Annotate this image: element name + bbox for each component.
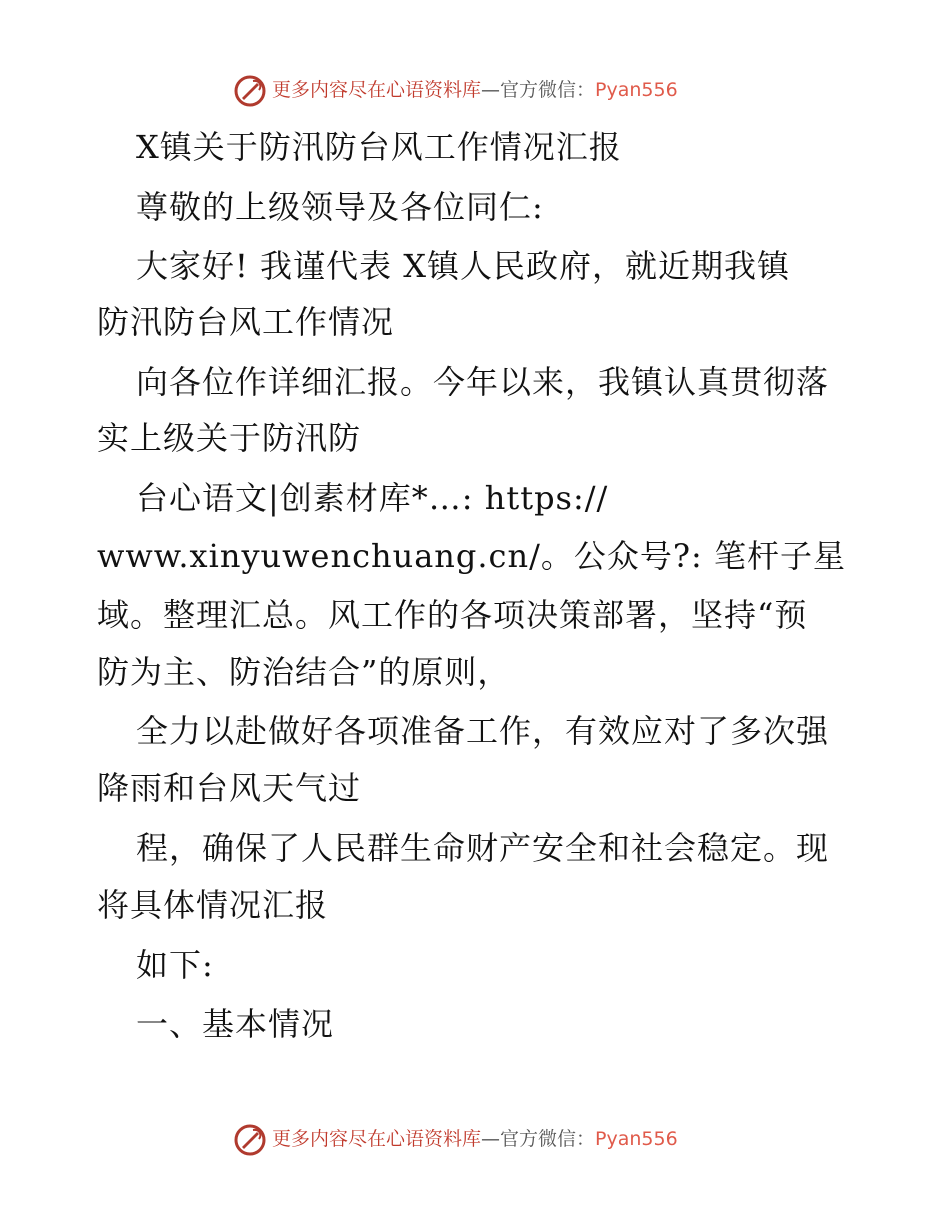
footer-banner <box>0 1121 950 1161</box>
paragraph-line: 防汛防台风工作情况 <box>97 303 395 341</box>
banner-dash: — <box>481 1128 501 1150</box>
paragraph-line: 大家好! 我谨代表 X镇人民政府，就近期我镇 <box>136 247 790 285</box>
banner-sub-text: 官方微信： <box>500 79 596 101</box>
paragraph-line: 降雨和台风天气过 <box>97 769 362 807</box>
banner-text <box>272 78 678 102</box>
paragraph-line: 全力以赴做好各项准备工作，有效应对了多次强 <box>136 712 830 750</box>
quill-logo-icon <box>233 1123 267 1157</box>
banner-dash: — <box>481 79 501 101</box>
paragraph-line: 防为主、防治结合”的原则， <box>97 653 511 691</box>
paragraph-line: 程，确保了人民群生命财产安全和社会稳定。现 <box>136 829 830 867</box>
salutation: 尊敬的上级领导及各位同仁: <box>136 188 544 226</box>
paragraph-line: 向各位作详细汇报。今年以来，我镇认真贯彻落 <box>136 363 830 401</box>
section-heading: 一、基本情况 <box>136 1005 335 1043</box>
paragraph-line: www.xinyuwenchuang.cn/。公众号?: 笔杆子星 <box>97 537 846 575</box>
quill-logo-icon <box>233 74 267 108</box>
paragraph-line: 域。整理汇总。风工作的各项决策部署，坚持“预 <box>97 596 808 634</box>
paragraph-line: 实上级关于防汛防 <box>97 419 362 457</box>
paragraph-line: 将具体情况汇报 <box>97 886 329 924</box>
banner-wechat-id: Pyan556 <box>595 1128 678 1150</box>
paragraph-line: 如下: <box>136 946 214 984</box>
banner-text <box>272 1127 678 1151</box>
document-title: X镇关于防汛防台风工作情况汇报 <box>136 128 622 166</box>
paragraph-line: 台心语文|创素材库*…: https:// <box>136 479 609 517</box>
banner-wechat-id: Pyan556 <box>595 79 678 101</box>
banner-sub-text: 官方微信： <box>500 1128 596 1150</box>
banner-main-text: 更多内容尽在心语资料库 <box>272 79 482 101</box>
header-banner <box>0 72 950 112</box>
banner-main-text: 更多内容尽在心语资料库 <box>272 1128 482 1150</box>
